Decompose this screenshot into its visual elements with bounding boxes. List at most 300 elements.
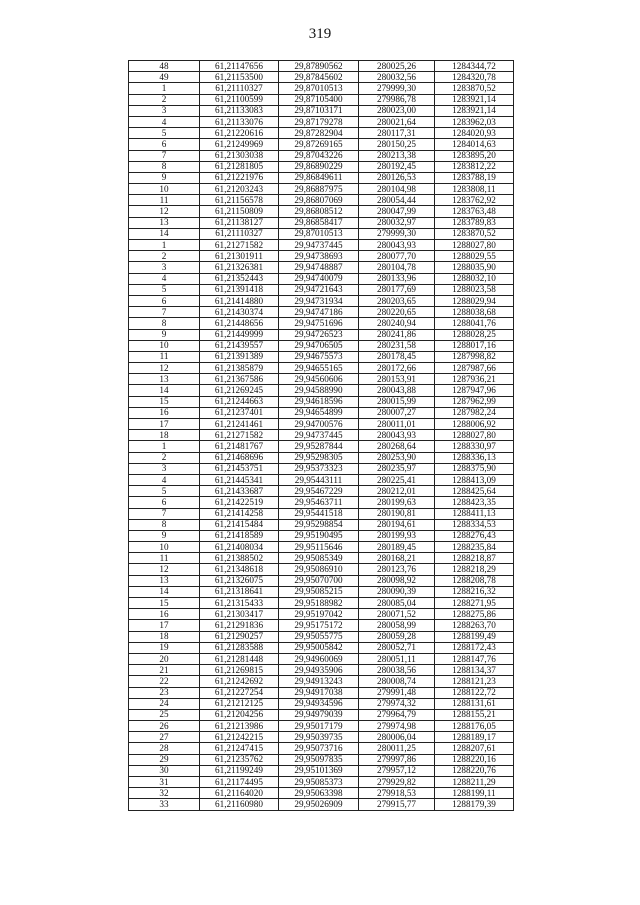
point-number-cell: 18 xyxy=(129,631,200,642)
lon-cell: 29,95115646 xyxy=(279,542,359,553)
x-coord-cell: 280059,28 xyxy=(359,631,435,642)
x-coord-cell: 279915,77 xyxy=(359,799,435,810)
y-coord-cell: 1288423,35 xyxy=(435,497,514,508)
table-row xyxy=(129,83,514,94)
table-row xyxy=(129,631,514,642)
point-number-cell: 26 xyxy=(129,721,200,732)
y-coord-cell: 1283762,92 xyxy=(435,195,514,206)
lon-cell: 29,94706505 xyxy=(279,340,359,351)
lon-cell: 29,95097835 xyxy=(279,754,359,765)
lat-cell: 61,21388502 xyxy=(200,553,279,564)
y-coord-cell: 1288032,10 xyxy=(435,273,514,284)
point-number-cell: 9 xyxy=(129,329,200,340)
y-coord-cell: 1287962,99 xyxy=(435,396,514,407)
x-coord-cell: 280090,39 xyxy=(359,586,435,597)
lat-cell: 61,21212125 xyxy=(200,698,279,709)
lon-cell: 29,86807069 xyxy=(279,195,359,206)
x-coord-cell: 280199,63 xyxy=(359,497,435,508)
lon-cell: 29,94738693 xyxy=(279,251,359,262)
lat-cell: 61,21326075 xyxy=(200,575,279,586)
point-number-cell: 2 xyxy=(129,452,200,463)
lon-cell: 29,95287844 xyxy=(279,441,359,452)
table-row xyxy=(129,116,514,127)
lat-cell: 61,21160980 xyxy=(200,799,279,810)
point-number-cell: 12 xyxy=(129,206,200,217)
lat-cell: 61,21445341 xyxy=(200,474,279,485)
point-number-cell: 4 xyxy=(129,273,200,284)
x-coord-cell: 280123,76 xyxy=(359,564,435,575)
y-coord-cell: 1288216,32 xyxy=(435,586,514,597)
lat-cell: 61,21235762 xyxy=(200,754,279,765)
y-coord-cell: 1288334,53 xyxy=(435,519,514,530)
lon-cell: 29,95298854 xyxy=(279,519,359,530)
point-number-cell: 8 xyxy=(129,318,200,329)
point-number-cell: 6 xyxy=(129,295,200,306)
coordinates-table-body xyxy=(129,61,514,811)
x-coord-cell: 279964,79 xyxy=(359,709,435,720)
point-number-cell: 14 xyxy=(129,228,200,239)
y-coord-cell: 1283921,14 xyxy=(435,94,514,105)
lat-cell: 61,21449999 xyxy=(200,329,279,340)
table-row xyxy=(129,351,514,362)
x-coord-cell: 280168,21 xyxy=(359,553,435,564)
point-number-cell: 6 xyxy=(129,139,200,150)
table-row xyxy=(129,575,514,586)
x-coord-cell: 280192,45 xyxy=(359,161,435,172)
point-number-cell: 31 xyxy=(129,777,200,788)
x-coord-cell: 279929,82 xyxy=(359,777,435,788)
y-coord-cell: 1288179,39 xyxy=(435,799,514,810)
x-coord-cell: 280071,52 xyxy=(359,609,435,620)
x-coord-cell: 280203,65 xyxy=(359,295,435,306)
point-number-cell: 7 xyxy=(129,508,200,519)
lat-cell: 61,21156578 xyxy=(200,195,279,206)
x-coord-cell: 280253,90 xyxy=(359,452,435,463)
table-row xyxy=(129,184,514,195)
x-coord-cell: 280077,70 xyxy=(359,251,435,262)
lon-cell: 29,87845602 xyxy=(279,72,359,83)
lon-cell: 29,95188982 xyxy=(279,598,359,609)
lat-cell: 61,21422519 xyxy=(200,497,279,508)
lat-cell: 61,21249969 xyxy=(200,139,279,150)
x-coord-cell: 280104,78 xyxy=(359,262,435,273)
y-coord-cell: 1288028,25 xyxy=(435,329,514,340)
point-number-cell: 12 xyxy=(129,363,200,374)
x-coord-cell: 280178,45 xyxy=(359,351,435,362)
point-number-cell: 1 xyxy=(129,83,200,94)
table-row xyxy=(129,374,514,385)
point-number-cell: 14 xyxy=(129,586,200,597)
x-coord-cell: 280098,92 xyxy=(359,575,435,586)
x-coord-cell: 280043,93 xyxy=(359,430,435,441)
point-number-cell: 29 xyxy=(129,754,200,765)
y-coord-cell: 1288271,95 xyxy=(435,598,514,609)
point-number-cell: 7 xyxy=(129,307,200,318)
table-row xyxy=(129,709,514,720)
table-row xyxy=(129,217,514,228)
x-coord-cell: 280177,69 xyxy=(359,284,435,295)
table-row xyxy=(129,754,514,765)
table-row xyxy=(129,519,514,530)
lat-cell: 61,21269815 xyxy=(200,665,279,676)
lat-cell: 61,21453751 xyxy=(200,463,279,474)
point-number-cell: 15 xyxy=(129,598,200,609)
y-coord-cell: 1288029,55 xyxy=(435,251,514,262)
x-coord-cell: 280153,91 xyxy=(359,374,435,385)
lat-cell: 61,21133083 xyxy=(200,105,279,116)
point-number-cell: 3 xyxy=(129,262,200,273)
y-coord-cell: 1288035,90 xyxy=(435,262,514,273)
lon-cell: 29,87010513 xyxy=(279,83,359,94)
y-coord-cell: 1288275,86 xyxy=(435,609,514,620)
table-row xyxy=(129,195,514,206)
y-coord-cell: 1288121,23 xyxy=(435,676,514,687)
lat-cell: 61,21439557 xyxy=(200,340,279,351)
table-row xyxy=(129,542,514,553)
lat-cell: 61,21283588 xyxy=(200,642,279,653)
y-coord-cell: 1288218,87 xyxy=(435,553,514,564)
y-coord-cell: 1288122,72 xyxy=(435,687,514,698)
y-coord-cell: 1288199,11 xyxy=(435,788,514,799)
table-row xyxy=(129,463,514,474)
y-coord-cell: 1283962,03 xyxy=(435,116,514,127)
table-row xyxy=(129,474,514,485)
point-number-cell: 16 xyxy=(129,407,200,418)
table-row xyxy=(129,228,514,239)
table-row xyxy=(129,687,514,698)
lon-cell: 29,87282904 xyxy=(279,128,359,139)
y-coord-cell: 1288207,61 xyxy=(435,743,514,754)
y-coord-cell: 1284344,72 xyxy=(435,61,514,72)
lat-cell: 61,21241461 xyxy=(200,419,279,430)
table-row xyxy=(129,307,514,318)
y-coord-cell: 1288199,49 xyxy=(435,631,514,642)
point-number-cell: 33 xyxy=(129,799,200,810)
point-number-cell: 3 xyxy=(129,105,200,116)
x-coord-cell: 279986,78 xyxy=(359,94,435,105)
point-number-cell: 25 xyxy=(129,709,200,720)
point-number-cell: 3 xyxy=(129,463,200,474)
table-row xyxy=(129,553,514,564)
lat-cell: 61,21352443 xyxy=(200,273,279,284)
x-coord-cell: 280133,96 xyxy=(359,273,435,284)
lat-cell: 61,21237401 xyxy=(200,407,279,418)
lon-cell: 29,95085373 xyxy=(279,777,359,788)
y-coord-cell: 1288276,43 xyxy=(435,530,514,541)
lat-cell: 61,21271582 xyxy=(200,240,279,251)
x-coord-cell: 280007,27 xyxy=(359,407,435,418)
y-coord-cell: 1288147,76 xyxy=(435,653,514,664)
lon-cell: 29,86887975 xyxy=(279,184,359,195)
lon-cell: 29,94917038 xyxy=(279,687,359,698)
lon-cell: 29,86890229 xyxy=(279,161,359,172)
point-number-cell: 17 xyxy=(129,419,200,430)
y-coord-cell: 1288027,80 xyxy=(435,430,514,441)
x-coord-cell: 280051,11 xyxy=(359,653,435,664)
x-coord-cell: 280032,97 xyxy=(359,217,435,228)
lat-cell: 61,21315433 xyxy=(200,598,279,609)
lat-cell: 61,21281805 xyxy=(200,161,279,172)
x-coord-cell: 280023,00 xyxy=(359,105,435,116)
lon-cell: 29,95298305 xyxy=(279,452,359,463)
point-number-cell: 15 xyxy=(129,396,200,407)
table-row xyxy=(129,172,514,183)
y-coord-cell: 1288038,68 xyxy=(435,307,514,318)
lat-cell: 61,21301911 xyxy=(200,251,279,262)
lat-cell: 61,21242215 xyxy=(200,732,279,743)
lat-cell: 61,21220616 xyxy=(200,128,279,139)
x-coord-cell: 279974,32 xyxy=(359,698,435,709)
lat-cell: 61,21303417 xyxy=(200,609,279,620)
x-coord-cell: 280052,71 xyxy=(359,642,435,653)
lat-cell: 61,21138127 xyxy=(200,217,279,228)
coordinates-table xyxy=(128,60,514,811)
lon-cell: 29,86808512 xyxy=(279,206,359,217)
y-coord-cell: 1288023,58 xyxy=(435,284,514,295)
table-row xyxy=(129,642,514,653)
lon-cell: 29,95190495 xyxy=(279,530,359,541)
point-number-cell: 19 xyxy=(129,642,200,653)
table-row xyxy=(129,530,514,541)
table-row xyxy=(129,385,514,396)
lat-cell: 61,21110327 xyxy=(200,83,279,94)
point-number-cell: 5 xyxy=(129,486,200,497)
y-coord-cell: 1287987,66 xyxy=(435,363,514,374)
x-coord-cell: 280117,31 xyxy=(359,128,435,139)
table-row xyxy=(129,340,514,351)
point-number-cell: 28 xyxy=(129,743,200,754)
lat-cell: 61,21269245 xyxy=(200,385,279,396)
point-number-cell: 32 xyxy=(129,788,200,799)
x-coord-cell: 280194,61 xyxy=(359,519,435,530)
lon-cell: 29,94675573 xyxy=(279,351,359,362)
y-coord-cell: 1288027,80 xyxy=(435,240,514,251)
lon-cell: 29,87103171 xyxy=(279,105,359,116)
lat-cell: 61,21481767 xyxy=(200,441,279,452)
table-row xyxy=(129,743,514,754)
lat-cell: 61,21153500 xyxy=(200,72,279,83)
lon-cell: 29,95039735 xyxy=(279,732,359,743)
lon-cell: 29,95197042 xyxy=(279,609,359,620)
point-number-cell: 5 xyxy=(129,128,200,139)
point-number-cell: 13 xyxy=(129,217,200,228)
lon-cell: 29,94560606 xyxy=(279,374,359,385)
table-row xyxy=(129,609,514,620)
y-coord-cell: 1288220,16 xyxy=(435,754,514,765)
point-number-cell: 7 xyxy=(129,150,200,161)
y-coord-cell: 1288425,64 xyxy=(435,486,514,497)
lat-cell: 61,21147656 xyxy=(200,61,279,72)
lon-cell: 29,95017179 xyxy=(279,721,359,732)
point-number-cell: 5 xyxy=(129,284,200,295)
table-row xyxy=(129,318,514,329)
lon-cell: 29,94935906 xyxy=(279,665,359,676)
point-number-cell: 24 xyxy=(129,698,200,709)
lon-cell: 29,95085215 xyxy=(279,586,359,597)
table-row xyxy=(129,295,514,306)
lon-cell: 29,87269165 xyxy=(279,139,359,150)
lon-cell: 29,94751696 xyxy=(279,318,359,329)
point-number-cell: 23 xyxy=(129,687,200,698)
x-coord-cell: 280150,25 xyxy=(359,139,435,150)
lat-cell: 61,21414880 xyxy=(200,295,279,306)
point-number-cell: 30 xyxy=(129,765,200,776)
lon-cell: 29,94748887 xyxy=(279,262,359,273)
point-number-cell: 10 xyxy=(129,184,200,195)
y-coord-cell: 1288017,16 xyxy=(435,340,514,351)
lat-cell: 61,21367586 xyxy=(200,374,279,385)
point-number-cell: 8 xyxy=(129,161,200,172)
y-coord-cell: 1288155,21 xyxy=(435,709,514,720)
x-coord-cell: 280015,99 xyxy=(359,396,435,407)
table-row xyxy=(129,105,514,116)
lat-cell: 61,21204256 xyxy=(200,709,279,720)
table-row xyxy=(129,161,514,172)
point-number-cell: 12 xyxy=(129,564,200,575)
point-number-cell: 10 xyxy=(129,340,200,351)
table-row xyxy=(129,765,514,776)
x-coord-cell: 280104,98 xyxy=(359,184,435,195)
x-coord-cell: 280126,53 xyxy=(359,172,435,183)
x-coord-cell: 279997,86 xyxy=(359,754,435,765)
lat-cell: 61,21318641 xyxy=(200,586,279,597)
table-row xyxy=(129,61,514,72)
table-row xyxy=(129,139,514,150)
point-number-cell: 27 xyxy=(129,732,200,743)
lat-cell: 61,21203243 xyxy=(200,184,279,195)
point-number-cell: 2 xyxy=(129,94,200,105)
point-number-cell: 1 xyxy=(129,240,200,251)
lon-cell: 29,94979039 xyxy=(279,709,359,720)
lat-cell: 61,21174495 xyxy=(200,777,279,788)
lon-cell: 29,94588990 xyxy=(279,385,359,396)
lon-cell: 29,94655165 xyxy=(279,363,359,374)
lon-cell: 29,87043226 xyxy=(279,150,359,161)
table-row xyxy=(129,419,514,430)
table-row xyxy=(129,799,514,810)
table-row xyxy=(129,284,514,295)
table-row xyxy=(129,329,514,340)
y-coord-cell: 1287998,82 xyxy=(435,351,514,362)
lat-cell: 61,21326381 xyxy=(200,262,279,273)
y-coord-cell: 1288330,97 xyxy=(435,441,514,452)
lat-cell: 61,21468696 xyxy=(200,452,279,463)
point-number-cell: 13 xyxy=(129,575,200,586)
table-row xyxy=(129,150,514,161)
lon-cell: 29,95005842 xyxy=(279,642,359,653)
table-row xyxy=(129,598,514,609)
point-number-cell: 2 xyxy=(129,251,200,262)
x-coord-cell: 280038,56 xyxy=(359,665,435,676)
table-row xyxy=(129,721,514,732)
table-row xyxy=(129,363,514,374)
lat-cell: 61,21391418 xyxy=(200,284,279,295)
x-coord-cell: 280268,64 xyxy=(359,441,435,452)
point-number-cell: 4 xyxy=(129,474,200,485)
x-coord-cell: 280006,04 xyxy=(359,732,435,743)
table-row xyxy=(129,676,514,687)
point-number-cell: 14 xyxy=(129,385,200,396)
page-number: 319 xyxy=(308,26,332,42)
lat-cell: 61,21408034 xyxy=(200,542,279,553)
lon-cell: 29,94731934 xyxy=(279,295,359,306)
lon-cell: 29,95055775 xyxy=(279,631,359,642)
table-row xyxy=(129,788,514,799)
lon-cell: 29,94747186 xyxy=(279,307,359,318)
table-row xyxy=(129,777,514,788)
x-coord-cell: 280058,99 xyxy=(359,620,435,631)
lat-cell: 61,21415484 xyxy=(200,519,279,530)
lon-cell: 29,86858417 xyxy=(279,217,359,228)
x-coord-cell: 280240,94 xyxy=(359,318,435,329)
table-row xyxy=(129,273,514,284)
lat-cell: 61,21227254 xyxy=(200,687,279,698)
point-number-cell: 48 xyxy=(129,61,200,72)
point-number-cell: 17 xyxy=(129,620,200,631)
lat-cell: 61,21150809 xyxy=(200,206,279,217)
x-coord-cell: 280047,99 xyxy=(359,206,435,217)
lat-cell: 61,21348618 xyxy=(200,564,279,575)
y-coord-cell: 1288220,76 xyxy=(435,765,514,776)
y-coord-cell: 1283812,22 xyxy=(435,161,514,172)
table-row xyxy=(129,240,514,251)
lat-cell: 61,21247415 xyxy=(200,743,279,754)
lon-cell: 29,95085349 xyxy=(279,553,359,564)
point-number-cell: 1 xyxy=(129,441,200,452)
y-coord-cell: 1288172,43 xyxy=(435,642,514,653)
point-number-cell: 18 xyxy=(129,430,200,441)
lon-cell: 29,95441518 xyxy=(279,508,359,519)
point-number-cell: 13 xyxy=(129,374,200,385)
lat-cell: 61,21133076 xyxy=(200,116,279,127)
x-coord-cell: 279918,53 xyxy=(359,788,435,799)
lon-cell: 29,94618596 xyxy=(279,396,359,407)
lon-cell: 29,86849611 xyxy=(279,172,359,183)
x-coord-cell: 280043,88 xyxy=(359,385,435,396)
lon-cell: 29,94740079 xyxy=(279,273,359,284)
lon-cell: 29,95070700 xyxy=(279,575,359,586)
lat-cell: 61,21199249 xyxy=(200,765,279,776)
point-number-cell: 20 xyxy=(129,653,200,664)
lat-cell: 61,21213986 xyxy=(200,721,279,732)
lon-cell: 29,95175172 xyxy=(279,620,359,631)
x-coord-cell: 280220,65 xyxy=(359,307,435,318)
x-coord-cell: 280190,81 xyxy=(359,508,435,519)
lat-cell: 61,21430374 xyxy=(200,307,279,318)
lon-cell: 29,95443111 xyxy=(279,474,359,485)
y-coord-cell: 1287947,96 xyxy=(435,385,514,396)
table-row xyxy=(129,508,514,519)
point-number-cell: 8 xyxy=(129,519,200,530)
lon-cell: 29,87179278 xyxy=(279,116,359,127)
y-coord-cell: 1288411,13 xyxy=(435,508,514,519)
y-coord-cell: 1283808,11 xyxy=(435,184,514,195)
y-coord-cell: 1288336,13 xyxy=(435,452,514,463)
lon-cell: 29,95026909 xyxy=(279,799,359,810)
y-coord-cell: 1283895,20 xyxy=(435,150,514,161)
lon-cell: 29,94934596 xyxy=(279,698,359,709)
lon-cell: 29,94960069 xyxy=(279,653,359,664)
y-coord-cell: 1283870,52 xyxy=(435,83,514,94)
y-coord-cell: 1288208,78 xyxy=(435,575,514,586)
x-coord-cell: 280225,41 xyxy=(359,474,435,485)
lat-cell: 61,21242692 xyxy=(200,676,279,687)
x-coord-cell: 280199,93 xyxy=(359,530,435,541)
lat-cell: 61,21391389 xyxy=(200,351,279,362)
table-row xyxy=(129,732,514,743)
table-row xyxy=(129,620,514,631)
lat-cell: 61,21418589 xyxy=(200,530,279,541)
